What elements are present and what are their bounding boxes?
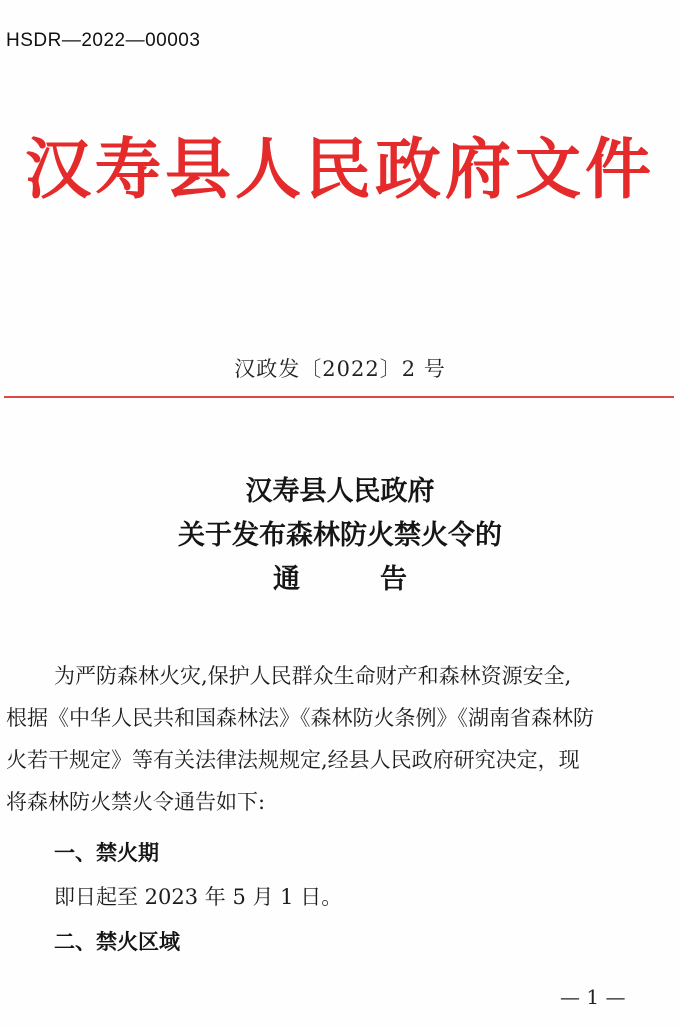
notice-title [0,470,680,602]
issuer-header: 汉寿县人民政府文件 [25,130,655,208]
document-code: HSDR—2022—00003 [6,30,201,51]
section-text-1: 即日起至 2023 年 5 月 1 日。 [54,885,343,909]
title-word-left: 通 [273,564,300,595]
title-line-2: 关于发布森林防火禁火令的 [178,520,502,551]
body-paragraph [6,655,668,823]
title-word-right: 告 [380,564,407,595]
body-line-2: 根据《中华人民共和国森林法》《森林防火条例》《湖南省森林防 [6,706,594,730]
document-number: 汉政发〔2022〕2 号 [234,357,446,381]
title-line-3 [0,558,680,602]
title-line-1: 汉寿县人民政府 [245,476,435,507]
body-line-4: 将森林防火禁火令通告如下: [6,790,266,814]
section-heading-1: 一、禁火期 [54,841,159,865]
section-heading-2: 二、禁火区域 [54,930,180,954]
body-line-1: 为严防森林火灾,保护人民群众生命财产和森林资源安全, [54,664,572,688]
page-number: — 1 — [560,985,626,1009]
red-divider [4,396,674,398]
body-line-3: 火若干规定》等有关法律法规规定,经县人民政府研究决定，现 [6,748,580,772]
